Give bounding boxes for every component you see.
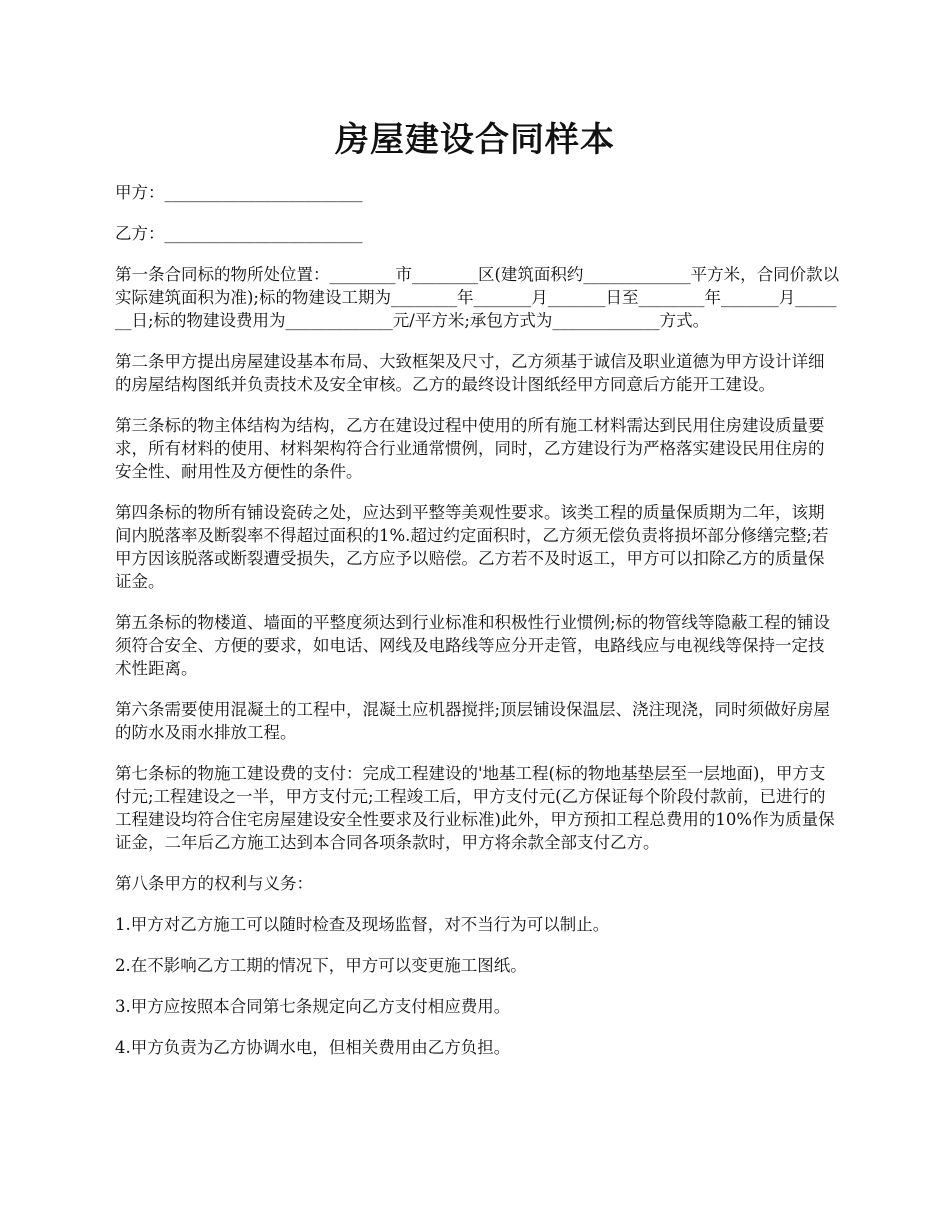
party-b-line: 乙方：________________________ (115, 224, 363, 243)
article-3: 第三条标的物主体结构为结构，乙方在建设过程中使用的所有施工材料需达到民用住房建设质量要求，所有材料的使用、材料架构符合行业通常惯例，同时，乙方建设行为严格落实建设民用住房的安全性、耐用性及方便性的条件。 (115, 416, 825, 481)
document-title: 房屋建设合同样本 (335, 120, 615, 160)
article-8-item-4: 4.甲方负责为乙方协调水电，但相关费用由乙方负担。 (115, 1038, 511, 1057)
article-8-item-3: 3.甲方应按照本合同第七条规定向乙方支付相应费用。 (115, 997, 511, 1016)
article-7: 第七条标的物施工建设费的支付：完成工程建设的'地基工程(标的物地基垫层至一层地面)，甲方支付元;工程建设之一半，甲方支付元;工程竣工后，甲方支付元(乙方保证每个阶段付款前，已进行的工程建设均符合住宅房屋建设安全性要求及行业标准)此外，甲方预扣工程总费用的10%作为质量保证金，二年后乙方施工达到本合同各项条款时，甲方将余款全部支付乙方。 (115, 764, 835, 852)
party-a-line: 甲方：________________________ (115, 183, 363, 202)
document-body (115, 181, 840, 1077)
article-8-item-1: 1.甲方对乙方施工可以随时检查及现场监督，对不当行为可以制止。 (115, 915, 610, 934)
article-4: 第四条标的物所有铺设瓷砖之处，应达到平整等美观性要求。该类工程的质量保质期为二年，该期间内脱落率及断裂率不得超过面积的1%.超过约定面积时，乙方须无偿负责将损坏部分修缮完整;若甲方因该脱落或断裂遭受损失，乙方应予以赔偿。乙方若不及时返工，甲方可以扣除乙方的质量保证金。 (115, 503, 829, 591)
article-1: 第一条合同标的物所处位置：________市________区(建筑面积约_____________平方米，合同价款以实际建筑面积为准);标的物建设工期为________年_______月_______日至________年_______月_______日;标的物建设费用为_____________元/平方米;承包方式为_____________方式。 (115, 265, 840, 330)
article-6: 第六条需要使用混凝土的工程中，混凝土应机器搅拌;顶层铺设保温层、浇注现浇，同时须做好房屋的防水及雨水排放工程。 (115, 700, 831, 742)
article-2: 第二条甲方提出房屋建设基本布局、大致框架及尺寸，乙方须基于诚信及职业道德为甲方设计详细的房屋结构图纸并负责技术及安全审核。乙方的最终设计图纸经甲方同意后方能开工建设。 (115, 352, 825, 394)
article-8-heading: 第八条甲方的权利与义务： (115, 874, 313, 893)
article-8-item-2: 2.在不影响乙方工期的情况下，甲方可以变更施工图纸。 (115, 956, 527, 975)
article-5: 第五条标的物楼道、墙面的平整度须达到行业标准和积极性行业惯例;标的物管线等隐蔽工程的铺设须符合安全、方便的要求，如电话、网线及电路线等应分开走管，电路线应与电视线等保持一定技术性距离。 (115, 613, 831, 678)
